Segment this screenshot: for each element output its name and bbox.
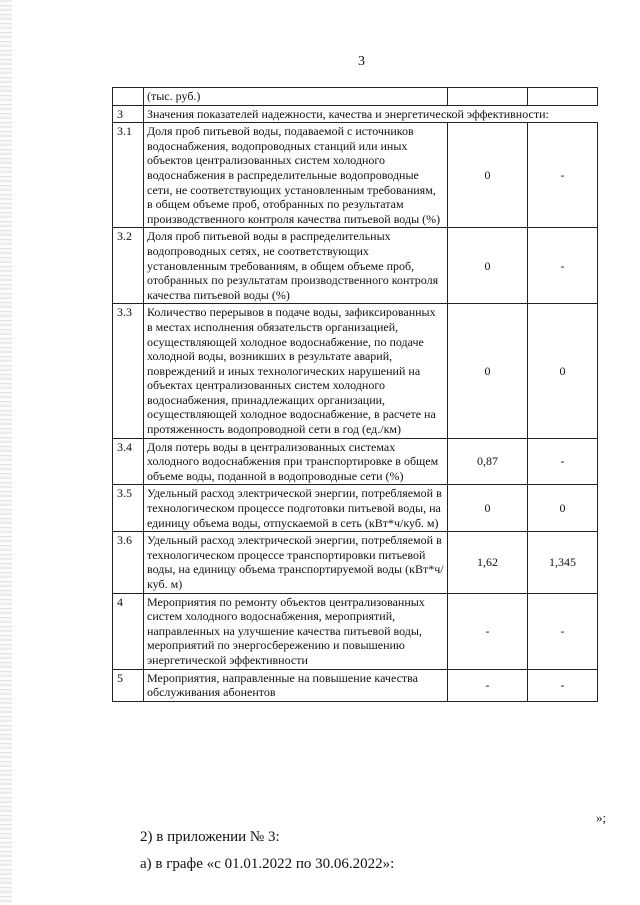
table-row <box>113 593 598 669</box>
paragraph-subitem-a: а) в графе «с 01.01.2022 по 30.06.2022»: <box>140 856 395 872</box>
table-row <box>113 123 598 228</box>
row-number-cell: 3.5 <box>113 485 144 532</box>
indicators-table <box>112 87 598 702</box>
value-cell: 0 <box>448 485 528 532</box>
paragraph-item-2: 2) в приложении № 3: <box>140 829 280 845</box>
table-row <box>113 669 598 701</box>
table-row <box>113 532 598 593</box>
indicator-text: Мероприятия по ремонту объектов централизованных систем холодного водоснабжения, мероприятий, направленных на улучшение качества питьевой воды, мероприятий по энергосбережению и повышению энергетической эффективности <box>144 593 448 669</box>
value-cell: 0 <box>448 228 528 304</box>
scan-edge <box>0 0 12 905</box>
value-cell: 0,87 <box>448 438 528 485</box>
row-number-cell: 3.3 <box>113 304 144 438</box>
value-cell: - <box>528 593 598 669</box>
table-row <box>113 485 598 532</box>
value-cell <box>448 88 528 106</box>
table-row <box>113 438 598 485</box>
value-cell: - <box>448 593 528 669</box>
page-number: 3 <box>358 54 365 69</box>
table-row <box>113 228 598 304</box>
value-cell: - <box>528 123 598 228</box>
row-number-cell: 5 <box>113 669 144 701</box>
unit-cell: (тыс. руб.) <box>144 88 448 106</box>
row-number-cell <box>113 88 144 106</box>
value-cell <box>528 88 598 106</box>
table-row <box>113 88 598 106</box>
indicator-text: Доля проб питьевой воды в распределительных водопроводных сетях, не соответствующих установленным требованиям, в общем объеме проб, отобранных по результатам производственного контроля качества питьевой воды (%) <box>144 228 448 304</box>
indicator-text: Мероприятия, направленные на повышение качества обслуживания абонентов <box>144 669 448 701</box>
indicator-text: Удельный расход электрической энергии, потребляемой в технологическом процессе транспортировки питьевой воды, на единицу объема транспортируемой воды (кВт*ч/куб. м) <box>144 532 448 593</box>
value-cell: 0 <box>448 304 528 438</box>
value-cell: 0 <box>528 485 598 532</box>
value-cell: - <box>528 438 598 485</box>
row-number-cell: 3.6 <box>113 532 144 593</box>
value-cell: - <box>528 228 598 304</box>
row-number-cell: 3.1 <box>113 123 144 228</box>
section-row <box>113 105 598 123</box>
value-cell: 1,345 <box>528 532 598 593</box>
value-cell: - <box>448 669 528 701</box>
indicator-text: Удельный расход электрической энергии, потребляемой в технологическом процессе подготовки питьевой воды, на единицу объема воды, отпускаемой в сеть (кВт*ч/куб. м) <box>144 485 448 532</box>
indicator-text: Доля потерь воды в централизованных системах холодного водоснабжения при транспортировке в общем объеме воды, поданной в водопроводные сети (%) <box>144 438 448 485</box>
closing-quote: »; <box>596 810 607 825</box>
value-cell: 0 <box>448 123 528 228</box>
row-number-cell: 3 <box>113 105 144 123</box>
value-cell: 0 <box>528 304 598 438</box>
table-row <box>113 304 598 438</box>
row-number-cell: 3.4 <box>113 438 144 485</box>
value-cell: 1,62 <box>448 532 528 593</box>
value-cell: - <box>528 669 598 701</box>
row-number-cell: 4 <box>113 593 144 669</box>
row-number-cell: 3.2 <box>113 228 144 304</box>
section-title: Значения показателей надежности, качества и энергетической эффективности: <box>144 105 598 123</box>
indicator-text: Количество перерывов в подаче воды, зафиксированных в местах исполнения обязательств организацией, осуществляющей холодное водоснабжение, по подаче холодной воды, возникших в результате аварий, повреждений и иных технологических нарушений на объектах централизованных систем холодного водоснабжения, принадлежащих организации, осуществляющей холодное водоснабжение, в расчете на протяженность водопроводной сети в год (ед./км) <box>144 304 448 438</box>
indicator-text: Доля проб питьевой воды, подаваемой с источников водоснабжения, водопроводных станций или иных объектов централизованных систем холодного водоснабжения в распределительные водопроводные сети, не соответствующих установленным требованиям, в общем объеме проб, отобранных по результатам производственного контроля качества питьевой воды (%) <box>144 123 448 228</box>
